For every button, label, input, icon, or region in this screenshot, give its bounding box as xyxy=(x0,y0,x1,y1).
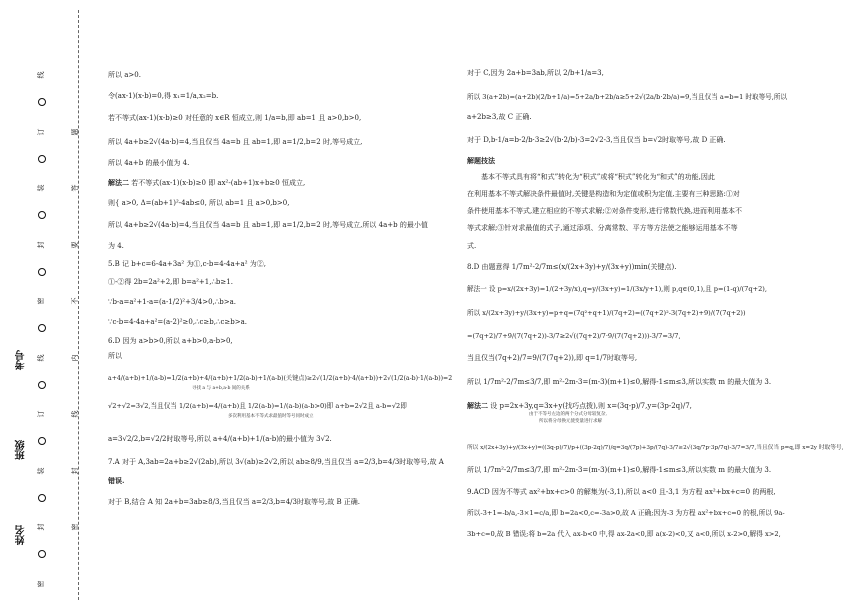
text-line: ∵c-b=4-4a+a²=(a-2)²≥0,∴c≥b,∴c≥b>a. xyxy=(108,318,247,326)
text-line: 所以 4a+b≥2√(4a·b)=4,当且仅当 4a=b 且 ab=1,即 a=1/2,b=2 时,等号成立, xyxy=(108,138,363,146)
annotation-note: 所以将分母换元使变量进行求解 xyxy=(539,419,602,424)
seal-char: 封 xyxy=(37,241,45,249)
formula-line: √2+√2=3√2,当且仅当 1/2(a+b)=4/(a+b)且 1/2(a-b)=1/(a-b)(a-b>0)即 a+b=2√2且 a-b=√2即 xyxy=(108,402,407,410)
text-line: 基本不等式具有将“和式”转化为“积式”或将“积式”转化为“和式”的功能,因此 xyxy=(481,173,715,181)
text-span: 若不等式(ax-1)(x-b)≥0 即 ax²-(ab+1)x+b≥0 恒成立, xyxy=(131,179,306,187)
no-answer-note-char: 封 xyxy=(71,467,79,475)
no-answer-note-char: 内 xyxy=(71,354,79,362)
solution-heading: 解法二 xyxy=(108,178,129,187)
seal-char: 密 xyxy=(37,297,45,305)
binding-hole xyxy=(38,268,46,276)
seal-char: 线 xyxy=(37,71,45,79)
text-line: 为 4. xyxy=(108,242,124,250)
binding-strip xyxy=(0,0,92,608)
binding-hole xyxy=(38,550,46,558)
exam-number-label: 考号 xyxy=(16,350,27,370)
text-line: 对于 C,因为 2a+b=3ab,所以 2/b+1/a=3, xyxy=(467,69,604,77)
text-line: a=3√2/2,b=√2/2时取等号,所以 a+4/(a+b)+1/(a-b)的最小值为 3√2. xyxy=(108,435,332,443)
section-heading: 解题技法 xyxy=(467,156,495,165)
no-answer-note-char: 要 xyxy=(71,241,79,249)
text-line: 9.ACD 因为不等式 ax²+bx+c>0 的解集为(-3,1),所以 a<0 且-3,1 为方程 ax²+bx+c=0 的两根, xyxy=(467,488,776,496)
binding-hole xyxy=(38,381,46,389)
text-line: 3b+c=0,故 B 错误;将 b=2a 代入 ax-b<0 中,得 ax-2a<0,即 a(x-2)<0,又 a<0,所以 x-2>0,解得 x>2, xyxy=(467,530,781,538)
annotation-note: 由于不等号左边的两个分式分母较复杂, xyxy=(529,412,607,417)
text-line: 令(ax-1)(x-b)=0,得 x₁=1/a,x₂=b. xyxy=(108,92,219,100)
text-line: 6.D 因为 a>b>0,所以 a+b>0,a-b>0, xyxy=(108,337,233,345)
seal-char: 密 xyxy=(37,580,45,588)
text-line: 所以 xyxy=(108,352,122,360)
text-line: 则{ a>0, Δ=(ab+1)²-4ab≤0, 所以 ab=1 且 a>0,b>0, xyxy=(108,199,290,207)
class-label: 班级 xyxy=(16,440,27,460)
solution-heading: 解法二 xyxy=(467,401,488,410)
seal-char: 线 xyxy=(37,354,45,362)
seal-char: 订 xyxy=(37,128,45,136)
text-line: ∵b-a=a²+1-a=(a-1/2)²+3/4>0,∴b>a. xyxy=(108,298,236,306)
formula-line: 所以 x/(2x+3y)+y/(3x+y)=((3q-p)/7)/p+((3p-2q)/7)/q=3q/(7p)+3p/(7q)-3/7≥2√(3q/7p·3p/7q)-3/7=3/7,当且仅当 p=q,即 x=2y 时取等号, xyxy=(467,445,844,451)
no-answer-note-char: 答 xyxy=(71,184,79,192)
binding-hole xyxy=(38,324,46,332)
binding-hole xyxy=(38,494,46,502)
no-answer-note-char: 密 xyxy=(71,523,79,531)
text-line: 等式求解;③针对求最值的式子,通过添项、分离常数、平方等方法使之能够运用基本不等 xyxy=(467,224,738,232)
no-answer-note-char: 线 xyxy=(71,410,79,418)
seal-char: 装 xyxy=(37,184,45,192)
text-line: 8.D 由题意得 1/7m²-2/7m≤(x/(2x+3y)+y/(3x+y))min(关键点). xyxy=(467,263,677,271)
text-line: 7.A 对于 A,3ab=2a+b≥2√(2ab),所以 3√(ab)≥2√2,所以 ab≥8/9,当且仅当 a=2/3,b=4/3时取等号,故 A xyxy=(108,458,444,466)
annotation-note: 寻找 a 与 a+b,a-b 间的关系 xyxy=(192,386,250,391)
text-line xyxy=(467,401,692,411)
text-line: 条件使用基本不等式,建立相应的不等式求解;②对条件变形,进行常数代换,进而利用基本不 xyxy=(467,207,743,215)
text-line: 对于 D,b-1/a=b-2/b·3≥2√(b·2/b)-3=2√2-3,当且仅当 b=√2时取等号,故 D 正确. xyxy=(467,136,726,144)
seal-char: 封 xyxy=(37,523,45,531)
text-line: ①-②得 2b=2a²+2,即 b=a²+1,∴b≥1. xyxy=(108,278,233,286)
binding-hole xyxy=(38,437,46,445)
text-line: 若不等式(ax-1)(x-b)≥0 对任意的 x∈R 恒成立,则 1/a=b,即 ab=1 且 a>0,b>0, xyxy=(108,114,362,122)
binding-hole xyxy=(38,155,46,163)
formula-line: a+4/(a+b)+1/(a-b)=1/2(a+b)+4/(a+b)+1/2(a-b)+1/(a-b)(关键点)≥2√(1/2(a+b)·4/(a+b))+2√(1/2(a-b)·1/(a-b))=2 xyxy=(108,375,453,382)
formula-line: 所以 3(a+2b)=(a+2b)(2/b+1/a)=5+2a/b+2b/a≥5+2√(2a/b·2b/a)=9,当且仅当 a=b=1 时取等号,所以 xyxy=(467,93,788,101)
verdict-text: 错误. xyxy=(108,476,125,485)
text-line: 式. xyxy=(467,242,477,250)
text-line: 所以-3+1=-b/a,-3×1=c/a,即 b=2a<0,c=-3a>0,故 A 正确;因为-3 为方程 ax²+bx+c=0 的根,所以 9a- xyxy=(467,509,785,517)
text-line: 在利用基本不等式解决条件最值时,关键是构造和为定值或积为定值,主要有三种思路:①对 xyxy=(467,190,740,198)
seal-char: 订 xyxy=(37,410,45,418)
annotation-note: 多次利用基本不等式求最值时等号同时成立 xyxy=(228,414,314,419)
text-line: 所以 a>0. xyxy=(108,71,141,79)
no-answer-note-char: 不 xyxy=(71,297,79,305)
text-span: 设 p=2x+3y,q=3x+y(找巧点拨),则 x=(3q-p)/7,y=(3p-2q)/7, xyxy=(490,402,692,410)
text-line: 5.B 记 b+c=6-4a+3a² 为①,c-b=4-4a+a² 为②, xyxy=(108,260,266,268)
formula-line: 解法一 设 p=x/(2x+3y)=1/(2+3y/x),q=y/(3x+y)=1/(3x/y+1),则 p,q∈(0,1),且 p=(1-q)/(7q+2), xyxy=(467,285,767,293)
name-label: 姓名 xyxy=(16,525,27,545)
text-line: 对于 B,结合 A 知 2a+b=3ab≥8/3,当且仅当 a=2/3,b=4/3时取等号,故 B 正确. xyxy=(108,498,361,506)
formula-line: 所以 x/(2x+3y)+y/(3x+y)=p+q=(7q²+q+1)/(7q+2)=((7q+2)²-3(7q+2)+9)/(7(7q+2)) xyxy=(467,309,746,317)
formula-line: =(7q+2)/7+9/(7(7q+2))-3/7≥2√((7q+2)/7·9/(7(7q+2)))-3/7=3/7, xyxy=(467,332,681,340)
text-line: 所以 1/7m²-2/7m≤3/7,即 m²-2m-3=(m-3)(m+1)≤0,解得-1≤m≤3,所以实数 m 的最大值为 3. xyxy=(467,378,772,386)
text-line: 所以 4a+b 的最小值为 4. xyxy=(108,159,190,167)
text-line: a+2b≥3,故 C 正确. xyxy=(467,113,532,121)
binding-hole xyxy=(38,211,46,219)
binding-hole xyxy=(38,98,46,106)
text-line: 所以 1/7m²-2/7m≤3/7,即 m²-2m-3=(m-3)(m+1)≤0,解得-1≤m≤3,所以实数 m 的最大值为 3. xyxy=(467,466,772,474)
text-line xyxy=(108,178,305,188)
text-line: 当且仅当(7q+2)/7=9/(7(7q+2)),即 q=1/7时取等号, xyxy=(467,354,638,362)
no-answer-note-char: 题 xyxy=(71,128,79,136)
text-line: 所以 4a+b≥2√(4a·b)=4,当且仅当 4a=b 且 ab=1,即 a=1/2,b=2 时,等号成立,所以 4a+b 的最小值 xyxy=(108,221,428,229)
seal-char: 装 xyxy=(37,467,45,475)
